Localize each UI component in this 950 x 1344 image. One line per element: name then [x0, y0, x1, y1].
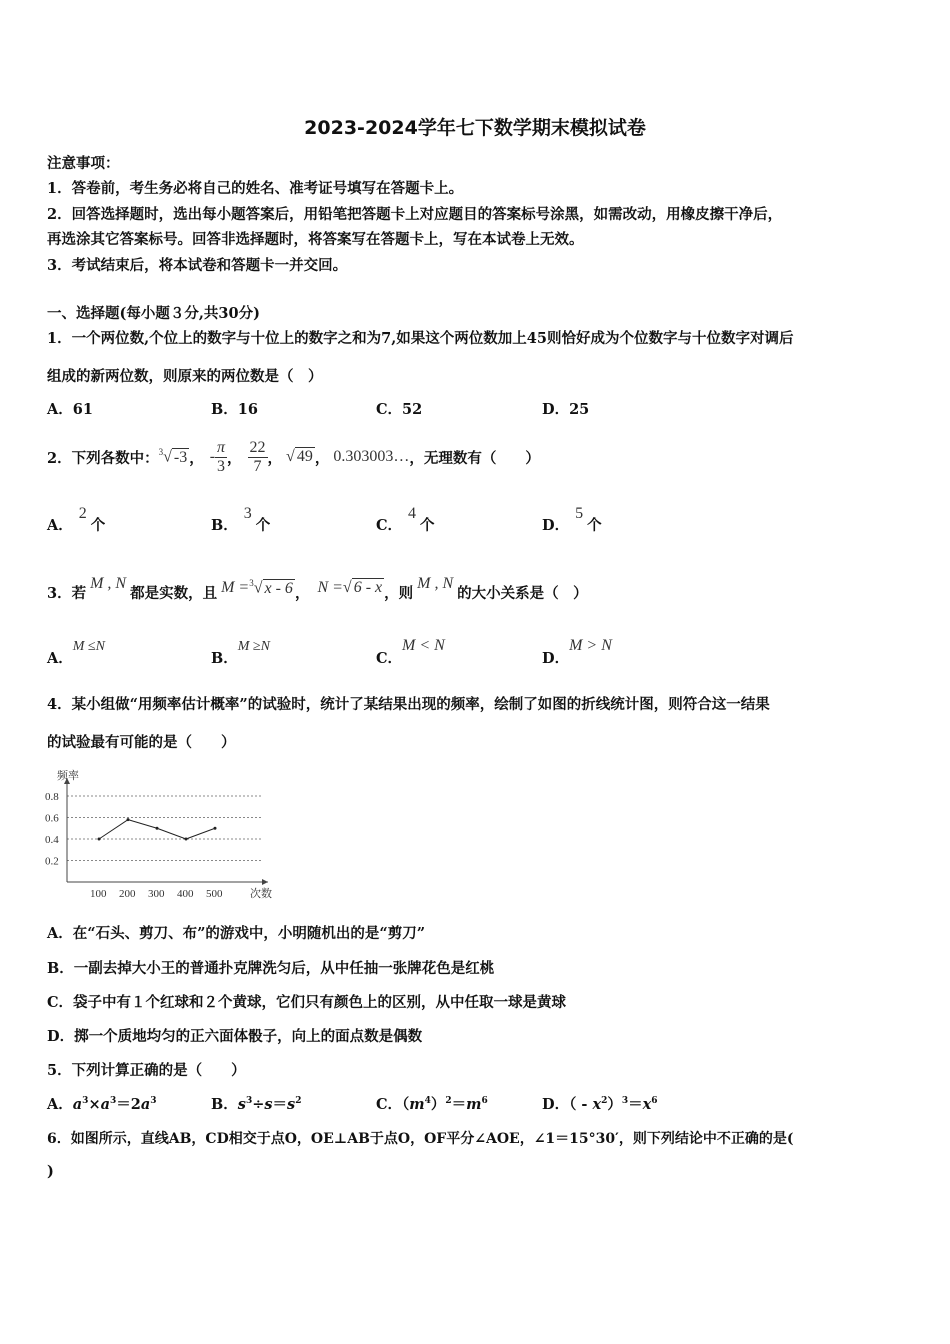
- q5-option-c: C．$(m^4)^2=m^6$: [376, 1096, 488, 1113]
- question-3: 3．若 M , N 都是实数，且 M = $^3$√ x - 6 ， N = √ 6 - x ，则 M , N 的大小关系是（ ）: [47, 575, 588, 602]
- section-heading: 一、选择题(每小题３分,共30分): [47, 305, 260, 322]
- x-tick-label: 300: [148, 888, 165, 900]
- q3-sqrt: √ 6 - x: [342, 579, 383, 596]
- x-tick-label: 100: [90, 888, 107, 900]
- x-tick-label: 500: [206, 888, 223, 900]
- q2-suffix: ，无理数有（ ）: [409, 449, 540, 467]
- q1-option-d: D．25: [542, 401, 590, 418]
- q3-cube-root: $^3$√ x - 6: [249, 578, 293, 597]
- notice-item: 2．回答选择题时，选出每小题答案后，用铅笔把答题卡上对应题目的答案标号涂黑，如需改动，用橡皮擦干净后，: [47, 206, 783, 223]
- chart-background: [43, 768, 275, 903]
- question-4-line1: 4．某小组做“用频率估计概率”的试验时，统计了某结果出现的频率，绘制了如图的折线统计图，则符合这一结果: [47, 696, 770, 713]
- notice-heading: 注意事项：: [47, 155, 120, 172]
- frequency-line-chart: [43, 768, 275, 903]
- q5-option-a: A．$a^3\times a^3=2a^3$: [47, 1096, 157, 1113]
- question-5: 5．下列计算正确的是（ ）: [47, 1062, 246, 1079]
- data-point: [156, 827, 159, 830]
- q3-option-b: B．M ≥N: [211, 639, 270, 667]
- data-point: [214, 827, 217, 830]
- question-6-line1: 6．如图所示，直线AB，CD相交于点O，OE⊥AB于点O，OF平分∠AOE，∠1＝15°30′，则下列结论中不正确的是(: [47, 1131, 794, 1147]
- q1-option-c: C．52: [376, 401, 423, 418]
- question-2: 2．下列各数中： $^3$√ -3 ， - $\frac{\pi}{3}$ ， $\frac{22}{7}$ ， √ 49 ， 0.303003… ，无理数有（ ）: [47, 438, 540, 475]
- q4-option-a: A．在“石头、剪刀、布”的游戏中，小明随机出的是“剪刀”: [47, 925, 426, 942]
- notice-item: 再选涂其它答案标号。回答非选择题时，将答案写在答题卡上，写在本试卷上无效。: [47, 231, 584, 248]
- x-tick-label: 400: [177, 888, 194, 900]
- y-tick-label: 0.6: [45, 812, 59, 825]
- data-point: [98, 838, 101, 841]
- q2-option-b: B．3个: [211, 505, 271, 534]
- q4-option-d: D．掷一个质地均匀的正六面体骰子，向上的面点数是偶数: [47, 1028, 423, 1045]
- q2-neg-sign: -: [209, 448, 216, 465]
- q1-option-a: A．61: [47, 401, 93, 418]
- q2-fraction: $\frac{22}{7}$: [249, 438, 266, 475]
- q3-option-d: D．M > N: [542, 637, 612, 667]
- x-tick-label: 200: [119, 888, 136, 900]
- q4-option-b: B．一副去掉大小王的普通扑克牌洗匀后，从中任抽一张牌花色是红桃: [47, 960, 495, 977]
- q2-option-c: C．4个: [376, 505, 435, 534]
- q1-option-b: B．16: [211, 401, 258, 418]
- q2-decimal: 0.303003…: [333, 448, 410, 465]
- q3-option-a: A．M ≤N: [47, 639, 105, 667]
- question-1-line2: 组成的新两位数，则原来的两位数是（ ）: [47, 368, 323, 385]
- notice-item: 3．考试结束后，将本试卷和答题卡一并交回。: [47, 257, 348, 274]
- q2-prefix: 2．下列各数中：: [47, 449, 159, 467]
- q2-cube-root: $^3$√ -3: [158, 447, 188, 466]
- question-1-line1: 1．一个两位数,个位上的数字与十位上的数字之和为7,如果这个两位数加上45则恰好成为个位数字与十位数字对调后: [47, 330, 794, 347]
- y-tick-label: 0.4: [45, 834, 59, 846]
- notice-item: 1．答卷前，考生务必将自己的姓名、准考证号填写在答题卡上。: [47, 180, 464, 197]
- q2-pi-fraction: $\frac{\pi}{3}$: [217, 438, 226, 475]
- q4-option-c: C．袋子中有１个红球和２个黄球，它们只有颜色上的区别，从中任取一球是黄球: [47, 994, 567, 1011]
- question-6-line2: ): [47, 1163, 54, 1180]
- q2-sqrt: √ 49: [286, 448, 313, 465]
- q2-option-a: A．2个: [47, 505, 106, 534]
- q5-option-d: D．（ - $x^2)^3=x^6$: [542, 1096, 658, 1113]
- y-tick-label: 0.2: [45, 855, 59, 868]
- y-tick-label: 0.8: [45, 791, 59, 803]
- q2-option-d: D．5个: [542, 505, 602, 534]
- chart-svg: [43, 768, 275, 903]
- x-axis-label: 次数: [250, 887, 272, 900]
- y-axis-label: 频率: [57, 769, 79, 782]
- q3-mn: M , N: [90, 575, 127, 592]
- q5-option-b: B．$s^3\div s=s^2$: [211, 1096, 302, 1113]
- question-4-line2: 的试验最有可能的是（ ）: [47, 734, 236, 751]
- data-point: [185, 838, 188, 841]
- q3-option-c: C．M < N: [376, 637, 445, 667]
- data-point: [127, 818, 130, 821]
- page-title: 2023-2024学年七下数学期末模拟试卷: [304, 117, 646, 139]
